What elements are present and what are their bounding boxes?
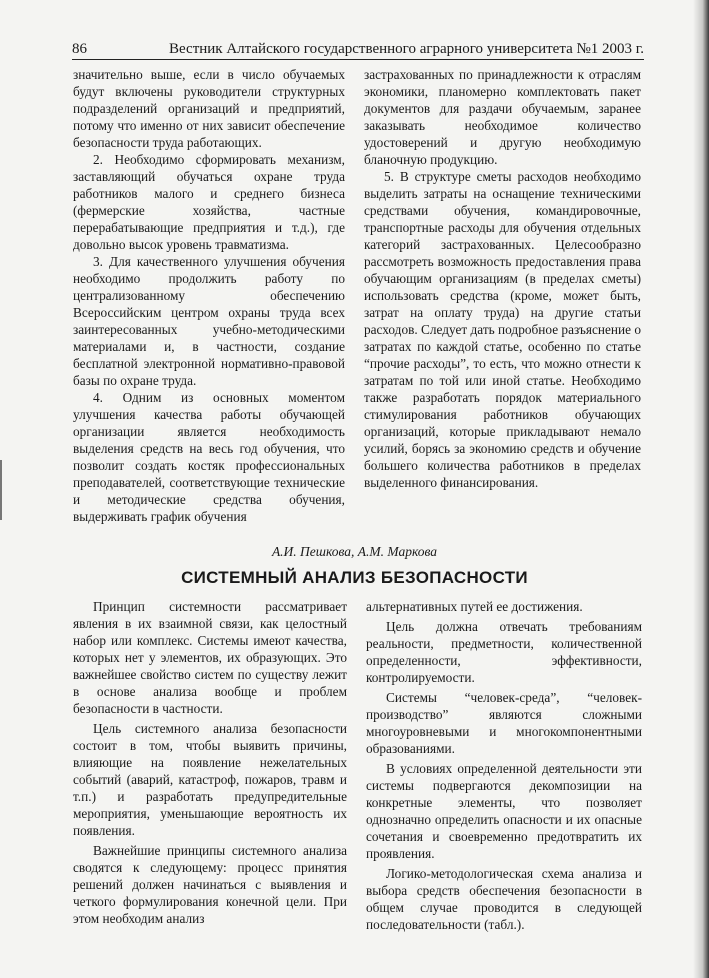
article1-column-left (73, 66, 345, 525)
paragraph: 2. Необходимо сформировать механизм, заставляющий обучаться охране труда работников малого и среднего бизнеса (фермерские хозяйства, частные перерабатывающие предприятия и т.д.), где довольно высок уровень травматизма. (73, 152, 345, 252)
article2-column-left (73, 598, 347, 927)
article1-column-right (364, 66, 641, 491)
paragraph: 3. Для качественного улучшения обучения необходимо продолжить работу по централизованному обеспечению Всероссийским центром охраны труда всех заинтересованных учебно-методическими материалами и, в частности, создание бесплатной электронной нормативно-правовой базы по охране труда. (73, 254, 345, 388)
paragraph: 5. В структуре сметы расходов необходимо выделить затраты на оснащение техническими средствами обучения, командировочные, транспортные расходы для обучения отдельных категорий застрахованных. Целесообразно рассмотреть возможность предоставления права обучающим организациям (в пределах сметы) использовать средства (кроме, может быть, затрат на оплату труда) на другие статьи расходов. Следует дать подробное разъяснение о затратах по каждой статье, особенно по статье “прочие расходы”, то есть, что можно отнести к затратам по той или иной статье. Необходимо также разработать порядок материального стимулирования работников обучающих организаций, которые прикладывают немало усилий, борясь за экономию средств и обучение большего количества работников в пределах выделенного финансирования. (364, 169, 642, 490)
paragraph: В условиях определенной деятельности эти системы подвергаются декомпозиции на конкретные элементы, что позволяет однозначно определить опасности и их опасные сочетания и своевременно предотвратить их проявления. (366, 761, 642, 861)
paragraph: альтернативных путей ее достижения. (366, 599, 583, 614)
paragraph: Цель должна отвечать требованиям реальности, предметности, количественной определенности, эффективности, контролируемости. (366, 619, 642, 685)
paragraph: Системы “человек-среда”, “человек-производство” являются сложными многоуровневыми и многокомпонентными образованиями. (366, 690, 642, 756)
journal-title: Вестник Алтайского государственного аграрного университета №1 2003 г. (169, 41, 644, 57)
paragraph: 4. Одним из основных моментом улучшения качества работы обучающей организации является необходимость выделения средств на весь год обучения, что позволит создать костяк профессиональных преподавателей, соответствующие технические и методические средства обучения, выдерживать график обучения (73, 390, 345, 524)
scan-edge-shadow (693, 0, 709, 978)
scan-margin-mark (0, 460, 2, 520)
paragraph: Важнейшие принципы системного анализа сводятся к следующему: процесс принятия решений должен начинаться с выявления и четкого формулирования конечной цели. При этом необходим анализ (73, 843, 347, 926)
running-header (72, 41, 644, 60)
page-number: 86 (72, 41, 87, 57)
paragraph: значительно выше, если в число обучаемых будут включены руководители структурных подразделений организаций и предприятий, потому что именно от них зависит обеспечение безопасности труда работающих. (73, 67, 345, 150)
article-title: СИСТЕМНЫЙ АНАЛИЗ БЕЗОПАСНОСТИ (181, 568, 528, 587)
paragraph: Логико-методологическая схема анализа и выбора средств обеспечения безопасности в общем случае проводится в следующей последовательности (табл.). (366, 866, 642, 932)
paragraph: Цель системного анализа безопасности состоит в том, чтобы выявить причины, влияющие на появление нежелательных событий (аварий, катастроф, пожаров, травм и т.п.) и разработать предупредительные мероприятия, уменьшающие вероятность их появления. (73, 721, 347, 838)
article-authors: А.И. Пешкова, А.М. Маркова (271, 544, 438, 559)
paragraph: застрахованных по принадлежности к отраслям экономики, планомерно комплектовать пакет документов для раздачи обучаемым, заранее заказывать необходимое количество удостоверений и другую необходимую бланочную продукцию. (364, 67, 641, 167)
paragraph: Принцип системности рассматривает явления в их взаимной связи, как целостный набор или комплекс. Системы имеют качества, которых нет у элементов, их образующих. Это важнейшее свойство систем по существу лежит в основе анализа вообще и проблем безопасности в частности. (73, 599, 347, 716)
article2-column-right (366, 598, 642, 933)
